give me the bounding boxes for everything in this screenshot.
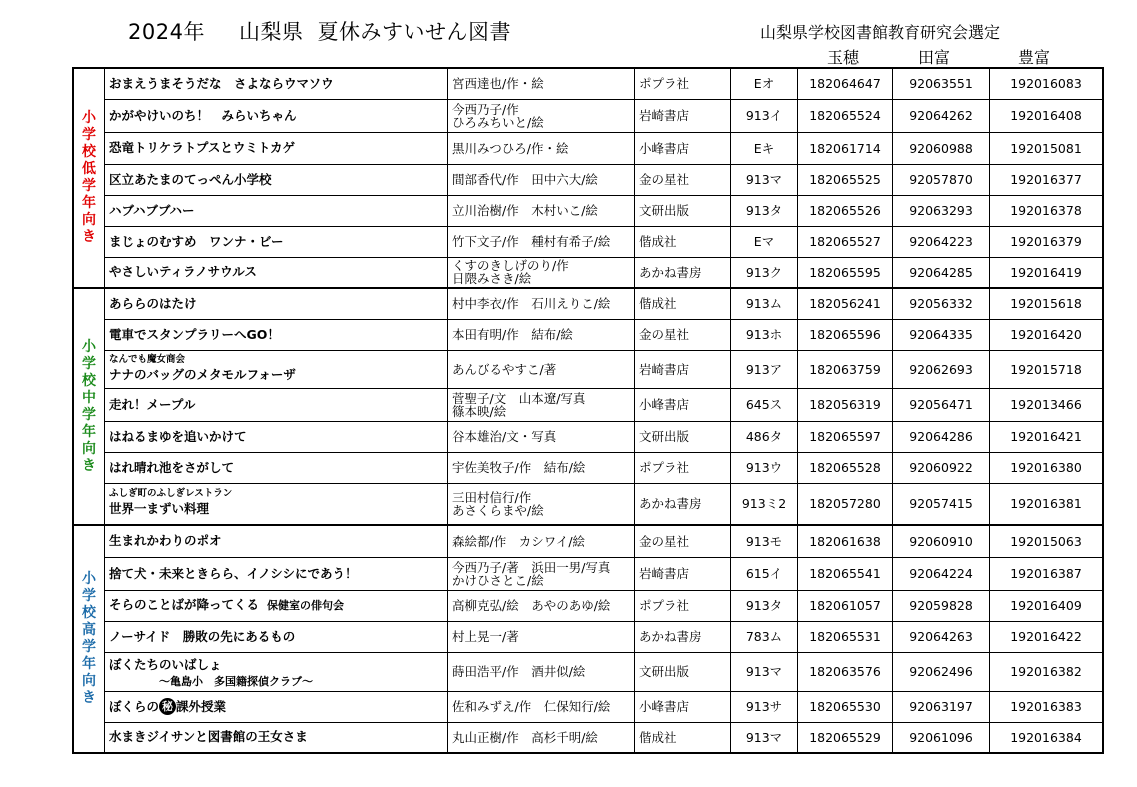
author-line: くすのきしげのり/作 xyxy=(452,258,569,274)
toyotomi-id-cell: 192016420 xyxy=(990,319,1104,350)
book-title-pre: ぼくらの xyxy=(109,698,160,714)
publisher-cell: あかね書房 xyxy=(635,257,731,288)
call-number-cell: 913タ xyxy=(731,590,798,621)
book-title: やさしいティラノサウルス xyxy=(109,264,257,280)
tatomi-id-cell: 92063551 xyxy=(893,68,990,99)
tatomi-id-cell: 92056332 xyxy=(893,288,990,319)
publisher-cell: 偕成社 xyxy=(635,288,731,319)
table-row xyxy=(73,226,1103,257)
tatomi-id-cell: 92059828 xyxy=(893,590,990,621)
book-title-cell xyxy=(105,452,448,483)
book-subtitle-note: 保健室の俳句会 xyxy=(267,599,345,612)
toyotomi-id-cell: 192016083 xyxy=(990,68,1104,99)
author-cell xyxy=(448,195,635,226)
grade-label xyxy=(78,571,100,707)
author-line: 宇佐美牧子/作 結布/絵 xyxy=(452,460,586,475)
book-title: おまえうまそうだな さよならウマソウ xyxy=(109,75,334,91)
tamaho-id-cell: 182065530 xyxy=(798,691,893,722)
table-row xyxy=(73,350,1103,388)
grade-label-char: 学 xyxy=(82,588,96,604)
grade-label-char: 小 xyxy=(82,110,96,126)
grade-label-char: き xyxy=(82,690,96,706)
table-row xyxy=(73,68,1103,99)
title-year: 2024年 xyxy=(128,20,205,44)
tamaho-id-cell: 182065531 xyxy=(798,621,893,652)
title-prefecture: 山梨県 xyxy=(238,20,304,44)
author-line: 丸山正樹/作 高杉千明/絵 xyxy=(452,729,598,745)
maru-hi-icon: 秘 xyxy=(159,698,176,715)
toyotomi-id-cell: 192013466 xyxy=(990,388,1104,421)
book-title-cell xyxy=(105,319,448,350)
book-title-cell xyxy=(105,483,448,525)
toyotomi-id-cell: 192016409 xyxy=(990,590,1104,621)
book-title-cell xyxy=(105,68,448,99)
tamaho-id-cell: 182065527 xyxy=(798,226,893,257)
selection-org: 山梨県学校図書館教育研究会選定 xyxy=(760,23,1001,42)
book-title-cell xyxy=(105,652,448,691)
publisher-cell: あかね書房 xyxy=(635,483,731,525)
call-number-cell: 783ム xyxy=(731,621,798,652)
table-row xyxy=(73,525,1103,557)
publisher-cell: 小峰書店 xyxy=(635,691,731,722)
author-line: 宮西達也/作・絵 xyxy=(452,76,544,92)
tatomi-id-cell: 92057415 xyxy=(893,483,990,525)
tatomi-id-cell: 92064335 xyxy=(893,319,990,350)
publisher-cell: 金の星社 xyxy=(635,164,731,195)
tatomi-id-cell: 92064224 xyxy=(893,557,990,590)
toyotomi-id-cell: 192015063 xyxy=(990,525,1104,557)
toyotomi-id-cell: 192016408 xyxy=(990,99,1104,132)
tatomi-id-cell: 92064262 xyxy=(893,99,990,132)
author-cell xyxy=(448,525,635,557)
publisher-cell: ポプラ社 xyxy=(635,452,731,483)
book-subtitle-tag: ～亀島小 多国籍探偵クラブ～ xyxy=(159,675,313,688)
table-row xyxy=(73,164,1103,195)
toyotomi-id-cell: 192015718 xyxy=(990,350,1104,388)
book-title: はれ晴れ池をさがして xyxy=(109,459,235,475)
tamaho-id-cell: 182065526 xyxy=(798,195,893,226)
table-row xyxy=(73,288,1103,319)
grade-label-char: 年 xyxy=(82,423,96,440)
toyotomi-id-cell: 192016383 xyxy=(990,691,1104,722)
title-main: 夏休みすいせん図書 xyxy=(317,20,511,44)
author-line: 間部香代/作 田中六大/絵 xyxy=(452,172,598,187)
book-title: 世界一まずい料理 xyxy=(109,501,210,517)
author-line: 谷本雄治/文・写真 xyxy=(452,429,557,444)
grade-cell xyxy=(73,288,105,525)
book-title-cell xyxy=(105,257,448,288)
tamaho-id-cell: 182065541 xyxy=(798,557,893,590)
publisher-cell: 小峰書店 xyxy=(635,388,731,421)
author-cell xyxy=(448,691,635,722)
grade-label-char: き xyxy=(82,457,96,474)
call-number-cell: 913ミ2 xyxy=(731,483,798,525)
book-title xyxy=(109,697,443,717)
author-cell xyxy=(448,288,635,319)
grade-label-char: 学 xyxy=(82,178,96,194)
call-number-cell: 913タ xyxy=(731,195,798,226)
book-title-cell xyxy=(105,226,448,257)
author-cell xyxy=(448,621,635,652)
publisher-cell: 文研出版 xyxy=(635,195,731,226)
table-row xyxy=(73,132,1103,164)
publisher-cell: 金の星社 xyxy=(635,319,731,350)
library-header-tatomi: 田富 xyxy=(918,48,951,67)
book-title: ナナのバッグのメタモルフォーザ xyxy=(109,366,296,382)
book-title-cell xyxy=(105,590,448,621)
library-header-toyotomi: 豊富 xyxy=(1018,48,1051,67)
author-cell xyxy=(448,257,635,288)
author-line: あさくらまや/絵 xyxy=(452,502,544,518)
tatomi-id-cell: 92061096 xyxy=(893,722,990,753)
book-title: 走れ！メープル xyxy=(109,396,196,412)
author-line: あんびるやすこ/著 xyxy=(452,361,557,377)
author-line: 本田有明/作 結布/絵 xyxy=(452,327,573,342)
tatomi-id-cell: 92064285 xyxy=(893,257,990,288)
author-cell xyxy=(448,590,635,621)
call-number-cell: Eマ xyxy=(731,226,798,257)
toyotomi-id-cell: 192016384 xyxy=(990,722,1104,753)
toyotomi-id-cell: 192016382 xyxy=(990,652,1104,691)
book-title-cell xyxy=(105,421,448,452)
toyotomi-id-cell: 192015081 xyxy=(990,132,1104,164)
author-line: 日隈みさき/絵 xyxy=(452,271,532,287)
book-title: 捨て犬・未来ときらら、イノシシにであう！ xyxy=(109,565,358,581)
author-cell xyxy=(448,226,635,257)
grade-cell xyxy=(73,68,105,288)
author-line: 村中李衣/作 石川えりこ/絵 xyxy=(452,296,611,312)
tamaho-id-cell: 182065597 xyxy=(798,421,893,452)
table-row xyxy=(73,452,1103,483)
author-line: ひろみちいと/絵 xyxy=(452,114,544,130)
table-row xyxy=(73,557,1103,590)
publisher-cell: 文研出版 xyxy=(635,421,731,452)
grade-label-char: 学 xyxy=(82,639,96,655)
grade-label-char: 学 xyxy=(82,406,96,423)
grade-label-char: 年 xyxy=(82,195,96,211)
tamaho-id-cell: 182061714 xyxy=(798,132,893,164)
call-number-cell: 913イ xyxy=(731,99,798,132)
call-number-cell: 913マ xyxy=(731,652,798,691)
publisher-cell: 岩崎書店 xyxy=(635,99,731,132)
call-number-cell: 486タ xyxy=(731,421,798,452)
toyotomi-id-cell: 192016378 xyxy=(990,195,1104,226)
book-title: あららのはたけ xyxy=(109,295,197,311)
book-list-table xyxy=(72,67,1104,754)
table-row xyxy=(73,99,1103,132)
toyotomi-id-cell: 192016379 xyxy=(990,226,1104,257)
book-title: はねるまゆを追いかけて xyxy=(109,428,247,444)
tatomi-id-cell: 92064263 xyxy=(893,621,990,652)
author-line: 森絵都/作 カシワイ/絵 xyxy=(452,533,586,549)
table-row xyxy=(73,195,1103,226)
book-title: ぼくたちのいばしょ xyxy=(109,657,222,672)
tatomi-id-cell: 92057870 xyxy=(893,164,990,195)
publisher-cell: ポプラ社 xyxy=(635,590,731,621)
tamaho-id-cell: 182063759 xyxy=(798,350,893,388)
author-line: 今西乃子/著 浜田一男/写真 xyxy=(452,559,611,575)
book-title-cell xyxy=(105,350,448,388)
book-title: 水まきジイサンと図書館の王女さま xyxy=(109,729,308,745)
tatomi-id-cell: 92060988 xyxy=(893,132,990,164)
book-title: 電車でスタンプラリーへGO！ xyxy=(109,326,280,342)
book-list-body xyxy=(73,68,1103,753)
publisher-cell: 岩崎書店 xyxy=(635,557,731,590)
author-line: 蒔田浩平/作 酒井似/絵 xyxy=(452,664,586,679)
book-title: そらのことばが降ってくる xyxy=(109,597,260,612)
publisher-cell: 岩崎書店 xyxy=(635,350,731,388)
author-cell xyxy=(448,722,635,753)
book-title-post: 課外授業 xyxy=(176,698,227,714)
author-cell xyxy=(448,68,635,99)
grade-cell xyxy=(73,525,105,753)
tatomi-id-cell: 92062693 xyxy=(893,350,990,388)
author-line: 黒川みつひろ/作・絵 xyxy=(452,140,569,156)
tamaho-id-cell: 182065595 xyxy=(798,257,893,288)
publisher-cell: 文研出版 xyxy=(635,652,731,691)
table-row xyxy=(73,621,1103,652)
tamaho-id-cell: 182063576 xyxy=(798,652,893,691)
author-cell xyxy=(448,483,635,525)
author-cell xyxy=(448,99,635,132)
author-line: 菅聖子/文 山本遼/写真 xyxy=(452,390,586,406)
call-number-cell: 913モ xyxy=(731,525,798,557)
tamaho-id-cell: 182056241 xyxy=(798,288,893,319)
author-line: 高柳克弘/絵 あやのあゆ/絵 xyxy=(452,598,611,613)
book-title: かがやけいのち！ みらいちゃん xyxy=(109,107,297,123)
grade-label-char: き xyxy=(82,229,96,245)
toyotomi-id-cell: 192016422 xyxy=(990,621,1104,652)
grade-label-char: 年 xyxy=(82,656,96,672)
author-line: 篠本映/絵 xyxy=(452,403,507,419)
author-cell xyxy=(448,421,635,452)
publisher-cell: 偕成社 xyxy=(635,722,731,753)
table-row xyxy=(73,257,1103,288)
tamaho-id-cell: 182065524 xyxy=(798,99,893,132)
author-line: 立川治樹/作 木村いこ/絵 xyxy=(452,203,598,218)
grade-label-char: 向 xyxy=(82,673,96,689)
grade-label-char: 向 xyxy=(82,440,96,457)
toyotomi-id-cell: 192016377 xyxy=(990,164,1104,195)
author-cell xyxy=(448,350,635,388)
book-title-cell xyxy=(105,722,448,753)
grade-label-char: 校 xyxy=(82,605,96,621)
tatomi-id-cell: 92056471 xyxy=(893,388,990,421)
book-title: ハブハブブハー xyxy=(109,202,195,218)
author-cell xyxy=(448,388,635,421)
grade-label-char: 向 xyxy=(82,212,96,228)
library-header-tamaho: 玉穂 xyxy=(827,48,860,67)
series-name: なんでも魔女商会 xyxy=(109,353,186,365)
book-title-cell xyxy=(105,557,448,590)
book-title-cell xyxy=(105,132,448,164)
toyotomi-id-cell: 192016421 xyxy=(990,421,1104,452)
toyotomi-id-cell: 192016380 xyxy=(990,452,1104,483)
grade-label-char: 小 xyxy=(82,571,96,587)
call-number-cell: 913マ xyxy=(731,722,798,753)
call-number-cell: 913ム xyxy=(731,288,798,319)
tamaho-id-cell: 182057280 xyxy=(798,483,893,525)
publisher-cell: 金の星社 xyxy=(635,525,731,557)
author-line: 佐和みずえ/作 仁保知行/絵 xyxy=(452,699,611,714)
book-title-line xyxy=(109,595,443,616)
publisher-cell: 小峰書店 xyxy=(635,132,731,164)
book-title-cell xyxy=(105,691,448,722)
author-line: 竹下文子/作 種村有希子/絵 xyxy=(452,234,611,249)
grade-label-char: 校 xyxy=(82,372,96,389)
book-title: ノーサイド 勝敗の先にあるもの xyxy=(109,628,296,644)
tamaho-id-cell: 182061638 xyxy=(798,525,893,557)
tamaho-id-cell: 182056319 xyxy=(798,388,893,421)
table-row xyxy=(73,691,1103,722)
author-cell xyxy=(448,132,635,164)
author-line: 村上晃一/著 xyxy=(452,629,519,644)
table-row xyxy=(73,722,1103,753)
tamaho-id-cell: 182065525 xyxy=(798,164,893,195)
tamaho-id-cell: 182065596 xyxy=(798,319,893,350)
call-number-cell: 913ク xyxy=(731,257,798,288)
tamaho-id-cell: 182065528 xyxy=(798,452,893,483)
book-title-cell xyxy=(105,525,448,557)
book-title-cell xyxy=(105,388,448,421)
tamaho-id-cell: 182061057 xyxy=(798,590,893,621)
call-number-cell: 913マ xyxy=(731,164,798,195)
call-number-cell: Eキ xyxy=(731,132,798,164)
table-row xyxy=(73,483,1103,525)
grade-label-char: 学 xyxy=(82,355,96,372)
book-title-cell xyxy=(105,99,448,132)
table-row xyxy=(73,421,1103,452)
grade-label-char: 低 xyxy=(82,161,96,177)
toyotomi-id-cell: 192016387 xyxy=(990,557,1104,590)
author-line: 今西乃子/作 xyxy=(452,101,519,117)
table-row xyxy=(73,590,1103,621)
call-number-cell: 913ア xyxy=(731,350,798,388)
book-title: 区立あたまのてっぺん小学校 xyxy=(109,171,272,187)
call-number-cell: 913サ xyxy=(731,691,798,722)
table-row xyxy=(73,388,1103,421)
call-number-cell: 615イ xyxy=(731,557,798,590)
author-line: かけひさとこ/絵 xyxy=(452,572,544,588)
author-cell xyxy=(448,557,635,590)
tatomi-id-cell: 92064223 xyxy=(893,226,990,257)
book-title-cell xyxy=(105,164,448,195)
grade-label-char: 校 xyxy=(82,144,96,160)
grade-label-char: 学 xyxy=(82,127,96,143)
book-title-cell xyxy=(105,621,448,652)
page-title xyxy=(128,16,511,46)
tatomi-id-cell: 92064286 xyxy=(893,421,990,452)
tamaho-id-cell: 182064647 xyxy=(798,68,893,99)
toyotomi-id-cell: 192015618 xyxy=(990,288,1104,319)
call-number-cell: 913ウ xyxy=(731,452,798,483)
publisher-cell: あかね書房 xyxy=(635,621,731,652)
publisher-cell: ポプラ社 xyxy=(635,68,731,99)
grade-label-char: 中 xyxy=(82,389,96,406)
author-cell xyxy=(448,164,635,195)
toyotomi-id-cell: 192016381 xyxy=(990,483,1104,525)
author-cell xyxy=(448,452,635,483)
tatomi-id-cell: 92063197 xyxy=(893,691,990,722)
author-cell xyxy=(448,652,635,691)
book-title: 恐竜トリケラトプスとウミトカゲ xyxy=(109,140,296,155)
grade-label-char: 高 xyxy=(82,622,96,638)
tatomi-id-cell: 92063293 xyxy=(893,195,990,226)
author-line: 三田村信行/作 xyxy=(452,489,532,505)
tatomi-id-cell: 92060910 xyxy=(893,525,990,557)
book-title: 生まれかわりのポオ xyxy=(109,533,222,549)
grade-label xyxy=(78,110,100,246)
tamaho-id-cell: 182065529 xyxy=(798,722,893,753)
series-name: ふしぎ町のふしぎレストラン xyxy=(109,488,233,500)
table-row xyxy=(73,319,1103,350)
book-title: まじょのむすめ ワンナ・ビー xyxy=(109,233,284,249)
tatomi-id-cell: 92060922 xyxy=(893,452,990,483)
call-number-cell: Eオ xyxy=(731,68,798,99)
table-row xyxy=(73,652,1103,691)
call-number-cell: 645ス xyxy=(731,388,798,421)
call-number-cell: 913ホ xyxy=(731,319,798,350)
grade-label xyxy=(78,339,100,475)
author-cell xyxy=(448,319,635,350)
book-title-cell xyxy=(105,288,448,319)
publisher-cell: 偕成社 xyxy=(635,226,731,257)
grade-label-char: 小 xyxy=(82,338,96,355)
tatomi-id-cell: 92062496 xyxy=(893,652,990,691)
book-title-cell xyxy=(105,195,448,226)
toyotomi-id-cell: 192016419 xyxy=(990,257,1104,288)
